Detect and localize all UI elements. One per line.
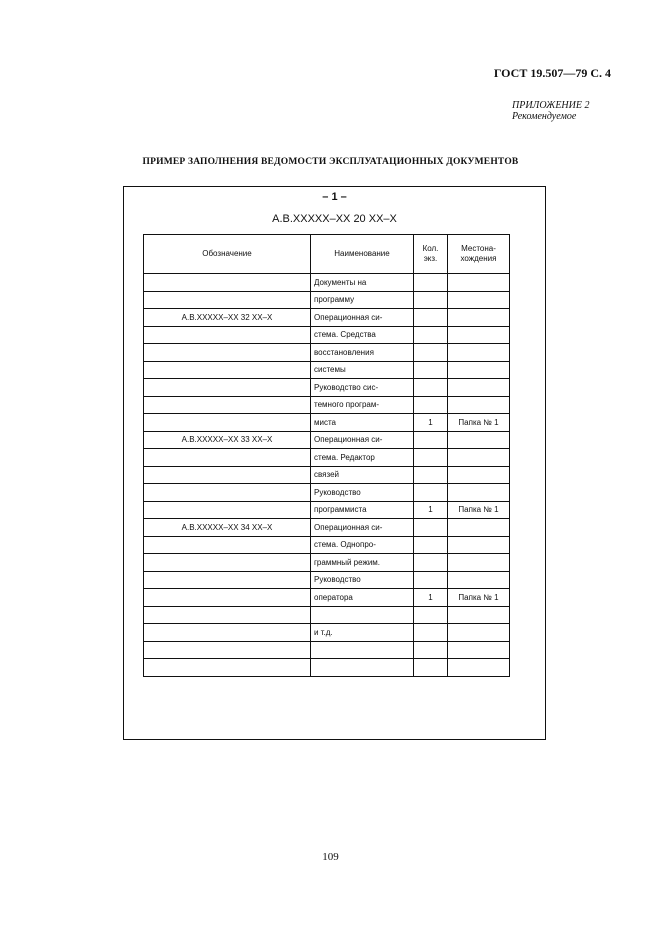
table-cell <box>311 659 414 677</box>
table-cell: Руководство <box>311 571 414 589</box>
table-row <box>144 641 510 659</box>
table-cell <box>414 431 448 449</box>
table-cell <box>144 501 311 519</box>
table-cell <box>414 641 448 659</box>
table-cell <box>448 274 510 292</box>
table-row <box>144 571 510 589</box>
table-cell <box>448 291 510 309</box>
table-cell <box>414 361 448 379</box>
table-cell: темного програм- <box>311 396 414 414</box>
table-row <box>144 291 510 309</box>
table-cell <box>414 396 448 414</box>
table-row <box>144 414 510 432</box>
table-cell <box>311 641 414 659</box>
table-cell <box>144 624 311 642</box>
table-row <box>144 344 510 362</box>
table-cell: стема. Средства <box>311 326 414 344</box>
table-cell: A.B.XXXXX–XX 32 XX–X <box>144 309 311 327</box>
document-code: A.B.XXXXX–XX 20 XX–X <box>272 213 397 225</box>
table-cell <box>448 519 510 537</box>
appendix-label <box>512 100 590 122</box>
table-cell <box>448 344 510 362</box>
table-cell <box>144 606 311 624</box>
table-row <box>144 396 510 414</box>
table-cell <box>414 571 448 589</box>
table-cell: связей <box>311 466 414 484</box>
table-row <box>144 361 510 379</box>
table-row <box>144 449 510 467</box>
table-row <box>144 519 510 537</box>
table-cell <box>448 641 510 659</box>
table-cell <box>448 484 510 502</box>
table-cell <box>144 571 311 589</box>
table-cell: системы <box>311 361 414 379</box>
table-row <box>144 659 510 677</box>
table-cell <box>414 291 448 309</box>
table-cell <box>414 379 448 397</box>
table-cell <box>144 466 311 484</box>
form-frame <box>123 186 546 740</box>
table-cell <box>448 379 510 397</box>
table-cell <box>414 466 448 484</box>
table-cell <box>414 624 448 642</box>
table-cell <box>144 344 311 362</box>
table-cell <box>448 571 510 589</box>
table-cell <box>448 554 510 572</box>
table-cell: A.B.XXXXX–XX 34 XX–X <box>144 519 311 537</box>
section-title: ПРИМЕР ЗАПОЛНЕНИЯ ВЕДОМОСТИ ЭКСПЛУАТАЦИОННЫХ ДОКУМЕНТОВ <box>142 157 519 167</box>
table-cell <box>144 536 311 554</box>
table-cell <box>144 379 311 397</box>
table-cell: 1 <box>414 414 448 432</box>
table-cell <box>448 449 510 467</box>
table-row <box>144 589 510 607</box>
standard-header: ГОСТ 19.507—79 С. 4 <box>493 66 611 80</box>
table-cell <box>144 361 311 379</box>
table-cell <box>448 326 510 344</box>
table-cell <box>414 326 448 344</box>
table-cell <box>144 414 311 432</box>
table-cell <box>448 396 510 414</box>
table-cell <box>414 274 448 292</box>
table-cell <box>144 641 311 659</box>
table-cell <box>448 659 510 677</box>
table-cell: оператора <box>311 589 414 607</box>
appendix-note: Рекомендуемое <box>512 111 577 122</box>
table-row <box>144 274 510 292</box>
table-cell <box>414 484 448 502</box>
column-header: Наименование <box>311 235 414 274</box>
column-header: Обозначение <box>144 235 311 274</box>
documents-table <box>143 234 510 677</box>
table-cell <box>144 326 311 344</box>
table-cell: 1 <box>414 589 448 607</box>
table-cell <box>144 589 311 607</box>
table-cell <box>448 466 510 484</box>
table-row <box>144 624 510 642</box>
table-cell <box>414 536 448 554</box>
appendix-number: ПРИЛОЖЕНИЕ 2 <box>512 100 590 111</box>
table-cell: программиста <box>311 501 414 519</box>
table-cell <box>448 361 510 379</box>
table-cell <box>414 309 448 327</box>
table-cell: Операционная си- <box>311 519 414 537</box>
table-cell <box>448 624 510 642</box>
table-cell: A.B.XXXXX–XX 33 XX–X <box>144 431 311 449</box>
table-cell: Документы на <box>311 274 414 292</box>
table-cell <box>448 431 510 449</box>
table-cell <box>448 536 510 554</box>
table-cell: стема. Редактор <box>311 449 414 467</box>
table-cell: граммный режим. <box>311 554 414 572</box>
table-cell <box>414 659 448 677</box>
table-row <box>144 501 510 519</box>
table-cell <box>144 554 311 572</box>
table-cell: программу <box>311 291 414 309</box>
table-cell <box>414 606 448 624</box>
table-cell <box>144 291 311 309</box>
table-row <box>144 606 510 624</box>
table-cell: Папка № 1 <box>448 589 510 607</box>
table-cell <box>144 449 311 467</box>
table-cell <box>144 484 311 502</box>
table-cell <box>144 396 311 414</box>
table-cell: Папка № 1 <box>448 501 510 519</box>
table-cell <box>448 606 510 624</box>
column-header: Кол. экз. <box>414 235 448 274</box>
table-cell: и т.д. <box>311 624 414 642</box>
table-row <box>144 431 510 449</box>
table-row <box>144 309 510 327</box>
table-cell <box>144 659 311 677</box>
table-cell <box>414 449 448 467</box>
table-row <box>144 466 510 484</box>
table-cell <box>311 606 414 624</box>
column-header: Местона-хождения <box>448 235 510 274</box>
table-row <box>144 484 510 502</box>
table-cell <box>414 344 448 362</box>
table-cell: 1 <box>414 501 448 519</box>
table-cell: Операционная си- <box>311 431 414 449</box>
table-cell <box>414 554 448 572</box>
table-cell <box>414 519 448 537</box>
table-cell: миста <box>311 414 414 432</box>
table-cell: восстановления <box>311 344 414 362</box>
table-cell <box>448 309 510 327</box>
table-cell: Руководство <box>311 484 414 502</box>
table-row <box>144 554 510 572</box>
page-number: 109 <box>322 851 339 863</box>
table-row <box>144 326 510 344</box>
table-row <box>144 379 510 397</box>
table-row <box>144 536 510 554</box>
table-cell <box>144 274 311 292</box>
table-cell: Папка № 1 <box>448 414 510 432</box>
table-cell: Операционная си- <box>311 309 414 327</box>
table-cell: стема. Однопро- <box>311 536 414 554</box>
sheet-number: – 1 – <box>322 191 347 203</box>
table-cell: Руководство сис- <box>311 379 414 397</box>
